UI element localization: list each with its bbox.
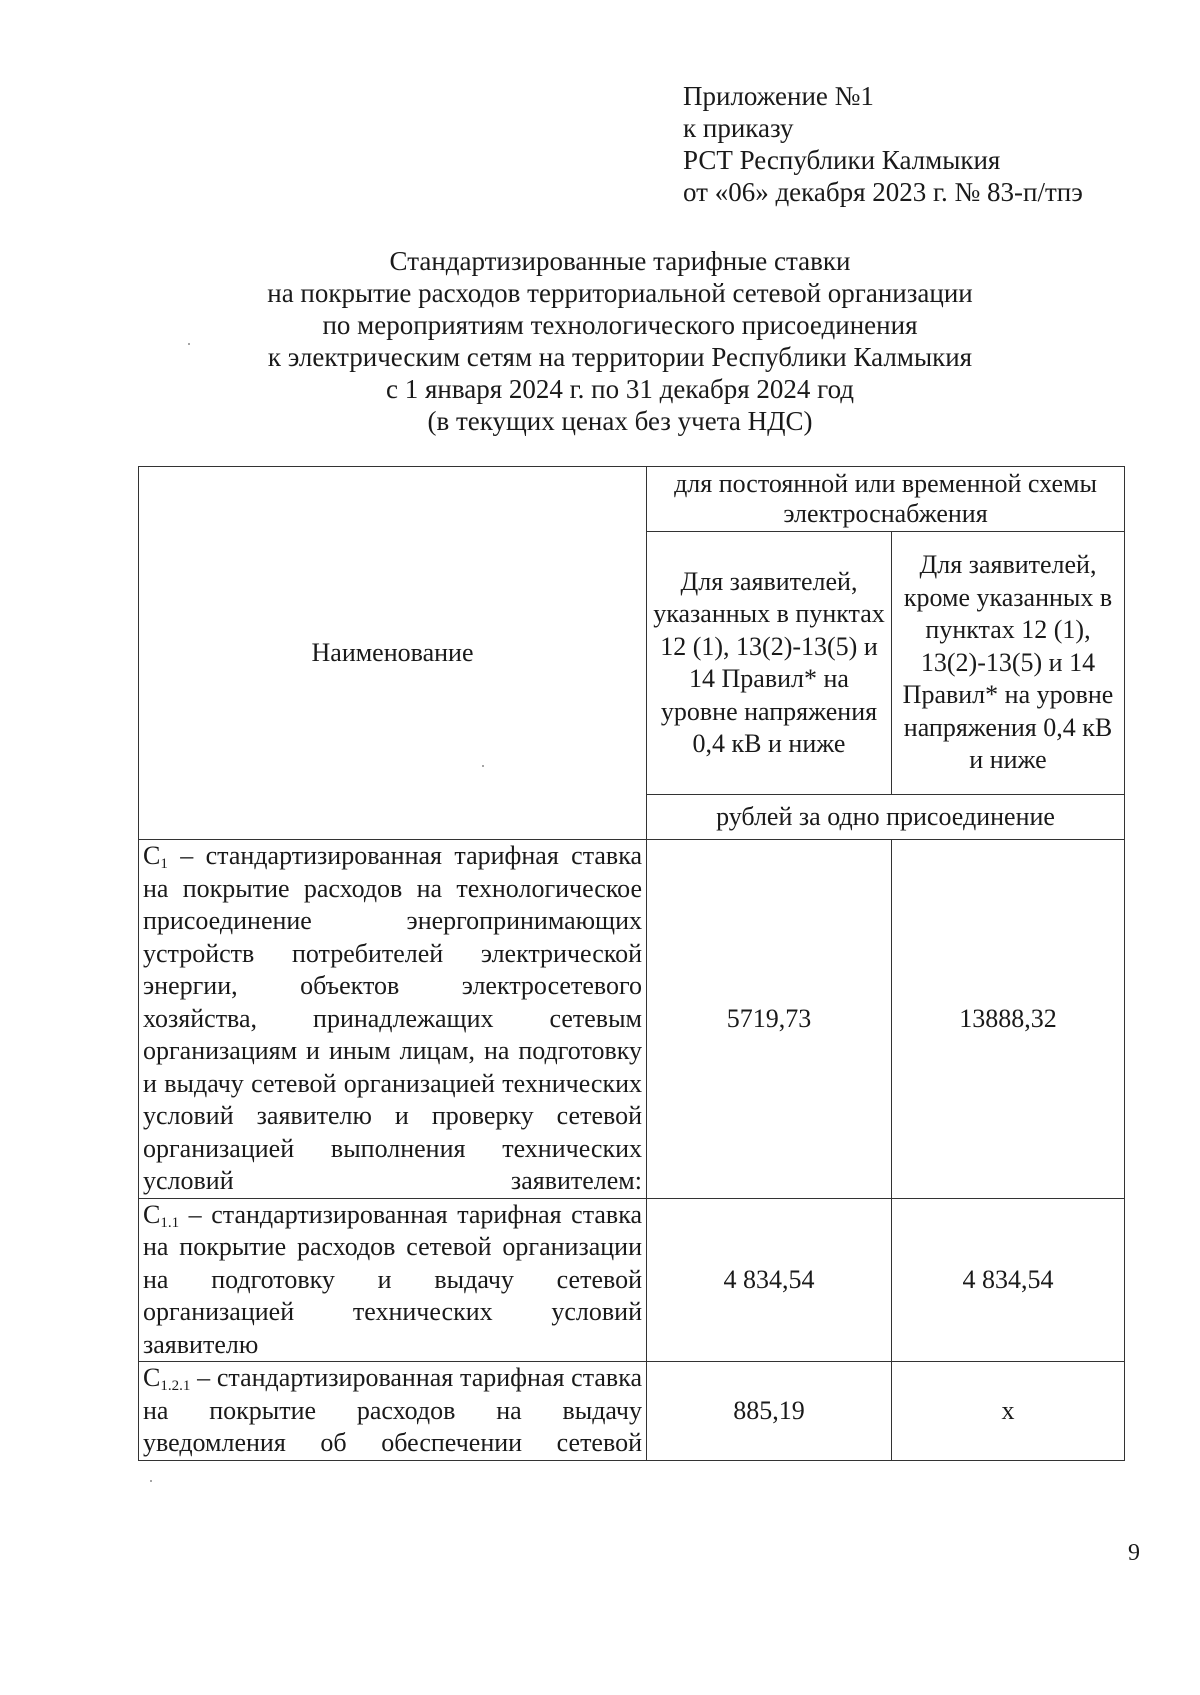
table-row xyxy=(139,840,1125,1199)
header-scheme: для постоянной или временной схемы электроснабжения xyxy=(647,467,1125,532)
row-value-a: 4 834,54 xyxy=(647,1198,892,1362)
title-line: к электрическим сетям на территории Республики Калмыкия xyxy=(267,342,973,372)
scan-speck xyxy=(188,343,190,345)
title-line: на покрытие расходов территориальной сетевой организации xyxy=(267,278,973,308)
row-code: C xyxy=(143,841,161,870)
annex-line: РСТ Республики Калмыкия xyxy=(683,145,1001,175)
row-name-cell xyxy=(139,1198,647,1362)
row-description: – стандартизированная тарифная ставка на покрытие расходов на выдачу уведомления об обеспечении сетевой xyxy=(143,1363,642,1457)
row-value-b: 4 834,54 xyxy=(892,1198,1125,1362)
annex-block xyxy=(683,80,1083,208)
tariff-rates-table xyxy=(138,466,1125,1461)
title-line: (в текущих ценах без учета НДС) xyxy=(427,406,813,436)
scan-speck xyxy=(482,765,484,767)
page-number: 9 xyxy=(1128,1540,1140,1566)
row-code: C xyxy=(143,1199,161,1229)
row-value-b: х xyxy=(892,1362,1125,1461)
header-col-b: Для заявителей, кроме указанных в пунктах 12 (1), 13(2)-13(5) и 14 Правил* на уровне напряжения 0,4 кВ и ниже xyxy=(892,532,1125,795)
scan-speck xyxy=(150,1480,152,1482)
title-line: Стандартизированные тарифные ставки xyxy=(389,246,851,276)
header-name-cell xyxy=(139,467,647,840)
row-code-subscript: 1 xyxy=(160,856,168,872)
row-code-subscript: 1.2.1 xyxy=(160,1378,191,1394)
row-code-subscript: 1.1 xyxy=(160,1214,180,1231)
row-value-a: 5719,73 xyxy=(647,840,892,1199)
annex-line: к приказу xyxy=(683,113,794,143)
header-name: Наименование xyxy=(311,637,474,667)
table-row xyxy=(139,1198,1125,1362)
row-description: – стандартизированная тарифная ставка на покрытие расходов на технологическое присоединение энергопринимающих устройств потребителей электрической энергии, объектов электросетевого хозяйства, принадлежащих сетевым организациям и иным лицам, на подготовку и выдачу сетевой организацией технических условий заявителю и проверку сетевой организацией выполнения технических условий заявителем: xyxy=(143,841,642,1195)
row-value-b: 13888,32 xyxy=(892,840,1125,1199)
annex-line: от «06» декабря 2023 г. № 83-п/тпэ xyxy=(683,177,1083,207)
table-row xyxy=(139,1362,1125,1461)
header-unit: рублей за одно присоединение xyxy=(647,795,1125,840)
annex-line: Приложение №1 xyxy=(683,81,874,111)
document-title xyxy=(140,245,1100,437)
row-name-cell xyxy=(139,1362,647,1461)
row-value-a: 885,19 xyxy=(647,1362,892,1461)
title-line: с 1 января 2024 г. по 31 декабря 2024 год xyxy=(385,374,855,404)
row-name-cell xyxy=(139,840,647,1199)
row-code: C xyxy=(143,1363,161,1392)
row-description: – стандартизированная тарифная ставка на покрытие расходов сетевой организации на подготовку и выдачу сетевой организацией технических условий заявителю xyxy=(143,1199,642,1359)
title-line: по мероприятиям технологического присоединения xyxy=(322,310,918,340)
header-col-a: Для заявителей, указанных в пунктах 12 (1), 13(2)-13(5) и 14 Правил* на уровне напряжения 0,4 кВ и ниже xyxy=(647,532,892,795)
